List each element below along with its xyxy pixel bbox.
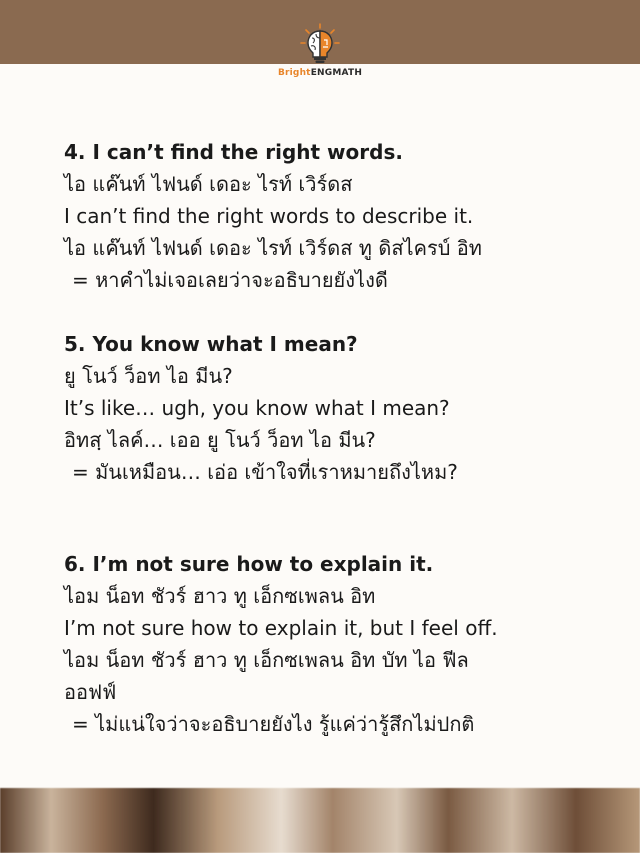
- brain-bulb-icon: [298, 22, 342, 66]
- phrase-meaning: = มันเหมือน… เอ่อ เข้าใจที่เราหมายถึงไหม?: [72, 460, 458, 484]
- phrase-section-4: [64, 136, 624, 296]
- phrase-section-6: [64, 548, 624, 740]
- phrase-meaning: = ไม่แน่ใจว่าจะอธิบายยังไง รู้แค่ว่ารู้สึกไม่ปกติ: [72, 712, 475, 736]
- phrase-line: ไอ แค๊นท์ ไฟนด์ เดอะ ไรท์ เวิร์ดส: [64, 172, 353, 196]
- footer-photo-band: [0, 788, 640, 853]
- phrase-section-5: [64, 328, 624, 488]
- phrase-line: อิทสฺ ไลค์… เออ ยู โนว์ ว็อท ไอ มีน?: [64, 428, 376, 452]
- phrase-meaning: = หาคำไม่เจอเลยว่าจะอธิบายยังไงดี: [72, 268, 388, 292]
- phrase-line: ไอม น็อท ชัวร์ ฮาว ทู เอ็กซเพลน อิท: [64, 584, 376, 608]
- phrase-line: ไอม น็อท ชัวร์ ฮาว ทู เอ็กซเพลน อิท บัท ไอ ฟีล: [64, 648, 469, 672]
- phrase-line: I can’t find the right words to describe it.: [64, 204, 474, 228]
- phrase-line: ยู โนว์ ว็อท ไอ มีน?: [64, 364, 233, 388]
- phrase-line: It’s like… ugh, you know what I mean?: [64, 396, 450, 420]
- phrase-heading: 6. I’m not sure how to explain it.: [64, 552, 434, 576]
- brand-logo: [270, 22, 370, 102]
- phrase-list: [64, 136, 624, 740]
- brand-wordmark: BrightENGMATH: [277, 68, 363, 78]
- phrase-line: ออฟฟ์: [64, 680, 117, 704]
- phrase-line: ไอ แค๊นท์ ไฟนด์ เดอะ ไรท์ เวิร์ดส ทู ดิสไครบ์ อิท: [64, 236, 482, 260]
- phrase-heading: 5. You know what I mean?: [64, 332, 358, 356]
- phrase-heading: 4. I can’t find the right words.: [64, 140, 403, 164]
- phrase-line: I’m not sure how to explain it, but I feel off.: [64, 616, 498, 640]
